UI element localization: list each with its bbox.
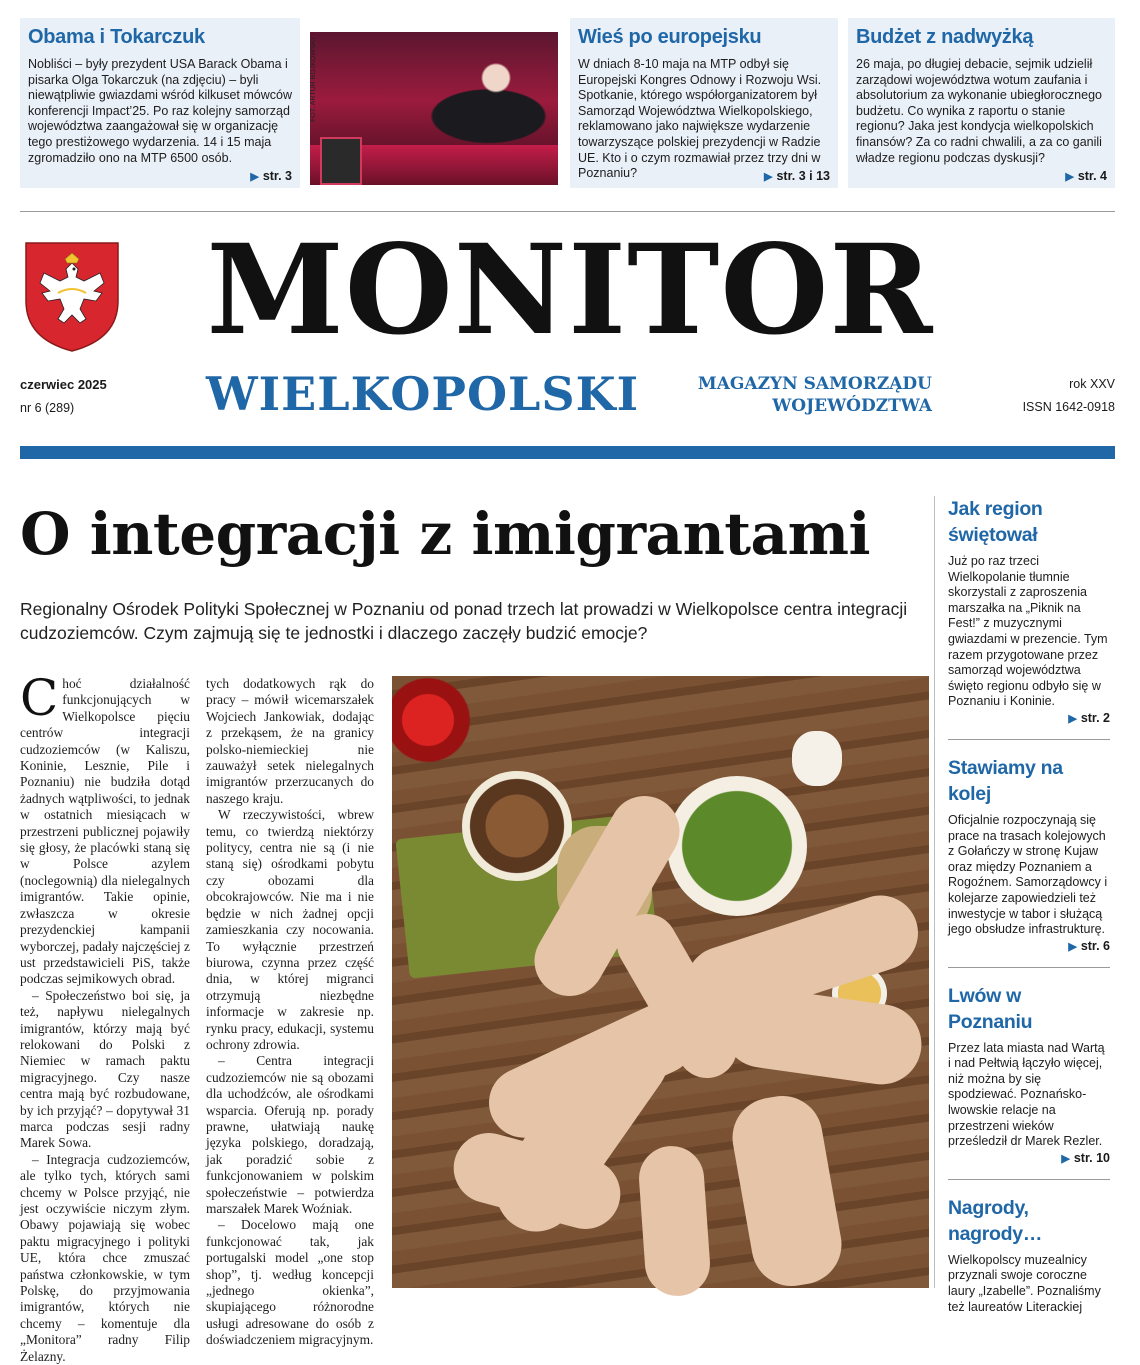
masthead-tagline [660,373,932,417]
divider [948,1179,1110,1180]
divider [948,739,1110,740]
teaser-page-ref[interactable] [250,169,292,183]
sidebar [934,496,1120,1314]
page-number: str. 3 [262,169,292,183]
teaser-text: Nobliści – były prezydent USA Barack Obama i pisarka Olga Tokarczuk (na zdjęciu) – byli niewątpliwie gwiazdami wśród kilkuset mówców konferencji Impact’25. Po raz kolejny samorząd województwa zaangażował się w organizację tego prestiżowego wydarzenia. 14 i 15 maja zgromadziło ono na MTP 6500 osób. [28,57,292,165]
teaser-text: W dniach 8-10 maja na MTP odbył się Europejski Kongres Odnowy i Rozwoju Wsi. Spotkanie, którego współorganizatorem był Samorząd Województwa Wielkopolskiego, reklamowano jako największe wydarzenie towarzyszące polskiej prezydencji w Radzie UE. Kto i o czym rozmawiał przez trzy dni w Poznaniu? [578,57,822,181]
sidebar-page-ref[interactable] [948,1151,1110,1165]
teaser-page-ref[interactable] [1065,169,1107,183]
sidebar-item-title: Jak region świętował [948,498,1043,546]
page-number: str. 2 [1080,710,1110,725]
photo-flowers [392,676,482,786]
article-lead: Regionalny Ośrodek Polityki Społecznej w Poznaniu od ponad trzech lat prowadzi w Wielkopolsce centra integracji cudzoziemców. Czym zajmują się te jednostki i dlaczego zaczęły budzić emocje? [20,599,908,643]
divider [20,211,1115,212]
page-number: str. 4 [1077,169,1107,183]
masthead-title: MONITOR [206,218,934,363]
issn: ISSN 1642-0918 [1022,400,1115,414]
sidebar-item-title: Nagrody, nagrody… [948,1196,1043,1245]
sidebar-item-text: Wielkopolscy muzealnicy przyznali swoje coroczne laury „Izabelle”. Poznaliśmy też laureatów Literackiej [948,1252,1101,1314]
article-paragraph [20,669,190,988]
tagline-line-2: WOJEWÓDZTWA [772,396,932,416]
masthead-band [20,446,1115,459]
volume-year: rok XXV [1069,377,1115,391]
teaser-page-ref[interactable] [764,169,830,183]
issue-number: nr 6 (289) [20,401,75,415]
article-column-2 [206,676,374,1348]
triangle-right-icon: ▶ [764,171,773,183]
sidebar-item-stawiamy-na-kolej[interactable] [935,755,1120,961]
triangle-right-icon: ▶ [1065,171,1074,183]
sidebar-item-jak-region-swietowal[interactable] [935,496,1120,733]
page-number: str. 6 [1080,938,1110,953]
issue-date: czerwiec 2025 [20,377,107,392]
teaser-text: 26 maja, po długiej debacie, sejmik udzielił zarządowi województwa wotum zaufania i absolutorium za wykonanie ubiegłorocznego budżetu. Co wynika z raportu o stanie regionu? Jaka jest kondycja wielkopolskich finansów? Za co radni chwalili, a za co ganili władze regionu podczas dyskusji? [856,57,1102,165]
teaser-obama-tokarczuk[interactable] [20,18,300,188]
teaser-title: Obama i Tokarczuk [28,26,205,48]
teaser-strip [20,18,1115,188]
article-paragraph: – Docelowo mają one funkcjonować tak, jak portugalski model „one stop shop”, tj. według koncepcji „jednego okienka”, skupiającego różnorodne usługi adresowane do osób z doświadczeniem migracyjnym. [206,1217,374,1348]
sidebar-page-ref[interactable] [948,711,1110,725]
page-number: str. 3 i 13 [776,169,830,183]
article-paragraph: – Centra integracji cudzoziemców nie są obozami dla uchodźców, ale ośrodkami wsparcia. Oferują np. porady prawne, ułatwiają naukę języka polskiego, doradzają, jak poradzić sobie z funkcjonowaniem w polskim społeczeństwie – potwierdza marszałek Marek Woźniak. [206,1053,374,1216]
tagline-line-1: MAGAZYN SAMORZĄDU [697,374,932,394]
teaser-wies-po-europejsku[interactable] [570,18,838,188]
tokarczuk-photo [310,32,558,185]
paragraph-text: hoć działalność funkcjonujących w Wielkopolsce pięciu centrów integracji cudzoziemców (w Kaliszu, Koninie, Lesznie, Pile i Poznaniu) nie budziła dotąd żadnych wątpliwości, to jednak w ostatnich miesiącach w przestrzeni publicznej pojawiły się głosy, że placówki staną się w Polsce azylem (noclegownią) dla nielegalnych imigrantów. Takie opinie, zwłaszcza w okresie prezydenckiej kampanii wyborczej, padały najczęściej z ust przedstawicieli PiS, także podczas sejmikowych obrad. [20,676,190,987]
sidebar-item-text: Przez lata miasta nad Wartą i nad Pełtwią łączyło więcej, niż można by się spodziewać. Poznańsko-lwowskie relacje na przestrzeni wieków prześledził dr Marek Rezler. [948,1040,1105,1149]
masthead-subtitle: WIELKOPOLSKI [206,367,640,421]
photo-sprouts [667,776,807,916]
photo-hand [637,1144,712,1298]
wielkopolska-eagle-crest-icon [24,241,120,353]
triangle-right-icon: ▶ [250,171,259,183]
teaser-title: Wieś po europejsku [578,26,762,48]
triangle-right-icon: ▶ [1068,712,1077,725]
sidebar-item-title: Stawiamy na kolej [948,756,1063,805]
photo-credit: FOT. ARTUR BOJKOWSKI [310,37,317,122]
sidebar-page-ref[interactable] [948,939,1110,953]
teaser-title: Budżet z nadwyżką [856,26,1034,48]
triangle-right-icon: ▶ [1061,1152,1070,1165]
sidebar-item-nagrody[interactable] [935,1195,1120,1323]
article-paragraph: – Społeczeństwo boi się, ja też, napływu nielegalnych imigrantów, którzy mają być relokowani do Polski z Niemiec w ramach paktu migracyjnego. Czy nasze centra mają być rozbudowane, by ich przyjąć? – dopytywał 31 marca podczas sesji radny Marek Sowa. [20,987,190,1151]
sidebar-item-lwow-w-poznaniu[interactable] [935,983,1120,1173]
triangle-right-icon: ▶ [1068,940,1077,953]
article-paragraph: W rzeczywistości, wbrew temu, co twierdzą niektórzy politycy, centra nie są (i nie staną się) ośrodkami pobytu czy obozami dla obcokrajowców. Nie ma i nie będzie w nich żadnej opcji zamieszkania czy nocowania. To wyłącznie przestrzeń biurowa, czynna przez część dnia, w której migranci otrzymują niezbędne informacje w zakresie np. rynku pracy, edukacji, systemu ochrony zdrowia. [206,807,374,1052]
article-column-1 [20,669,190,1364]
page-number: str. 10 [1073,1150,1110,1165]
article-paragraph: – Integracja cudzoziemców, ale tylko tych, których sami chcemy w Polsce przyjąć, nie jest oczywiście niczym złym. Obawy pojawiają się wobec paktu migracyjnego i polityki UE, która chce zmuszać państwa członkowskie, w tym Polskę, do przyjmowania imigrantów, których nie chcemy – komentuje dla „Monitora” radny Filip Żelazny. [20,1151,190,1364]
dropcap: C [20,669,59,727]
divider [948,967,1110,968]
photo-plate [462,771,572,881]
henna-hands-photo [392,676,929,1288]
article-headline: O integracji z imigrantami [20,500,871,568]
photo-cup [792,731,842,786]
sidebar-item-text: Oficjalnie rozpoczynają się prace na trasach kolejowych z Gołańczy w stronę Kujaw oraz między Poznaniem a Rogoźnem. Samorządowcy i kolejarze zapowiedzieli też inwestycje w tabor i służącą jego obsłudze infrastrukturę. [948,812,1108,937]
teaser-budzet-z-nadwyzka[interactable] [848,18,1115,188]
screen-decor [320,137,362,185]
sidebar-item-title: Lwów w Poznaniu [948,984,1033,1033]
article-paragraph: tych dodatkowych rąk do pracy – mówił wicemarszałek Wojciech Jankowiak, dodając z przekąsem, że na granicy polsko-niemieckiej nie zauważył setek nielegalnych imigrantów przerzucanych do naszego kraju. [206,676,374,806]
sidebar-item-text: Już po raz trzeci Wielkopolanie tłumnie skorzystali z zaproszenia marszałka na „Piknik na Fest!” z muzycznymi gwiazdami w prezencie. Tym razem przygotowane przez samorząd województwa święto regionu odbyło się w Poznaniu i Koninie. [948,554,1108,709]
